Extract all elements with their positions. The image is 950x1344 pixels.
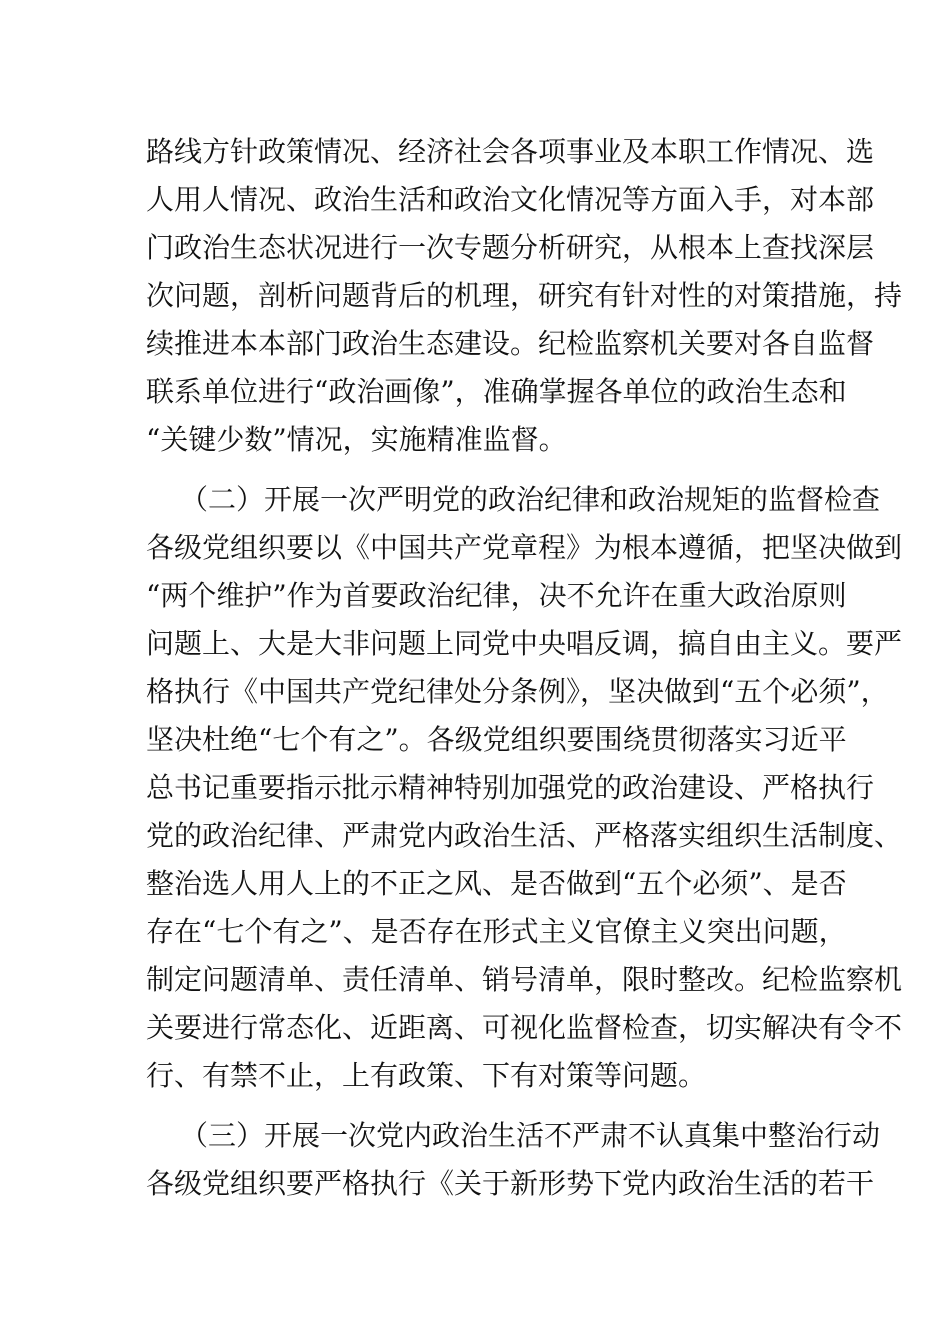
body-line-9: 各级党组织要以《中国共产党章程》为根本遵循，把坚决做到 (146, 531, 903, 564)
section-heading-2: （二）开展一次严明党的政治纪律和政治规矩的监督检查 (180, 483, 881, 516)
body-line-6: 联系单位进行“政治画像”，准确掌握各单位的政治生态和 (146, 375, 847, 408)
body-line-15: 党的政治纪律、严肃党内政治生活、严格落实组织生活制度、 (146, 819, 903, 852)
body-line-13: 坚决杜绝“七个有之”。各级党组织要围绕贯彻落实习近平 (146, 723, 847, 756)
body-line-10: “两个维护”作为首要政治纪律，决不允许在重大政治原则 (146, 579, 847, 612)
body-line-11: 问题上、大是大非问题上同党中央唱反调，搞自由主义。要严 (146, 627, 903, 660)
body-line-22: 各级党组织要严格执行《关于新形势下党内政治生活的若干 (146, 1167, 875, 1200)
body-line-19: 关要进行常态化、近距离、可视化监督检查，切实解决有令不 (146, 1011, 903, 1044)
body-line-4: 次问题，剖析问题背后的机理，研究有针对性的对策措施，持 (146, 279, 903, 312)
body-line-5: 续推进本本部门政治生态建设。纪检监察机关要对各自监督 (146, 327, 875, 360)
body-line-18: 制定问题清单、责任清单、销号清单，限时整改。纪检监察机 (146, 963, 903, 996)
body-line-14: 总书记重要指示批示精神特别加强党的政治建设、严格执行 (146, 771, 875, 804)
body-line-20: 行、有禁不止，上有政策、下有对策等问题。 (146, 1059, 707, 1092)
body-line-17: 存在“七个有之”、是否存在形式主义官僚主义突出问题， (146, 915, 847, 948)
body-line-2: 人用人情况、政治生活和政治文化情况等方面入手，对本部 (146, 183, 875, 216)
body-line-3: 门政治生态状况进行一次专题分析研究，从根本上查找深层 (146, 231, 875, 264)
body-line-7: “关键少数”情况，实施精准监督。 (146, 423, 567, 456)
body-line-12: 格执行《中国共产党纪律处分条例》，坚决做到“五个必须”， (146, 675, 889, 708)
body-line-1: 路线方针政策情况、经济社会各项事业及本职工作情况、选 (146, 135, 875, 168)
section-heading-3: （三）开展一次党内政治生活不严肃不认真集中整治行动 (180, 1119, 881, 1152)
body-line-16: 整治选人用人上的不正之风、是否做到“五个必须”、是否 (146, 867, 847, 900)
